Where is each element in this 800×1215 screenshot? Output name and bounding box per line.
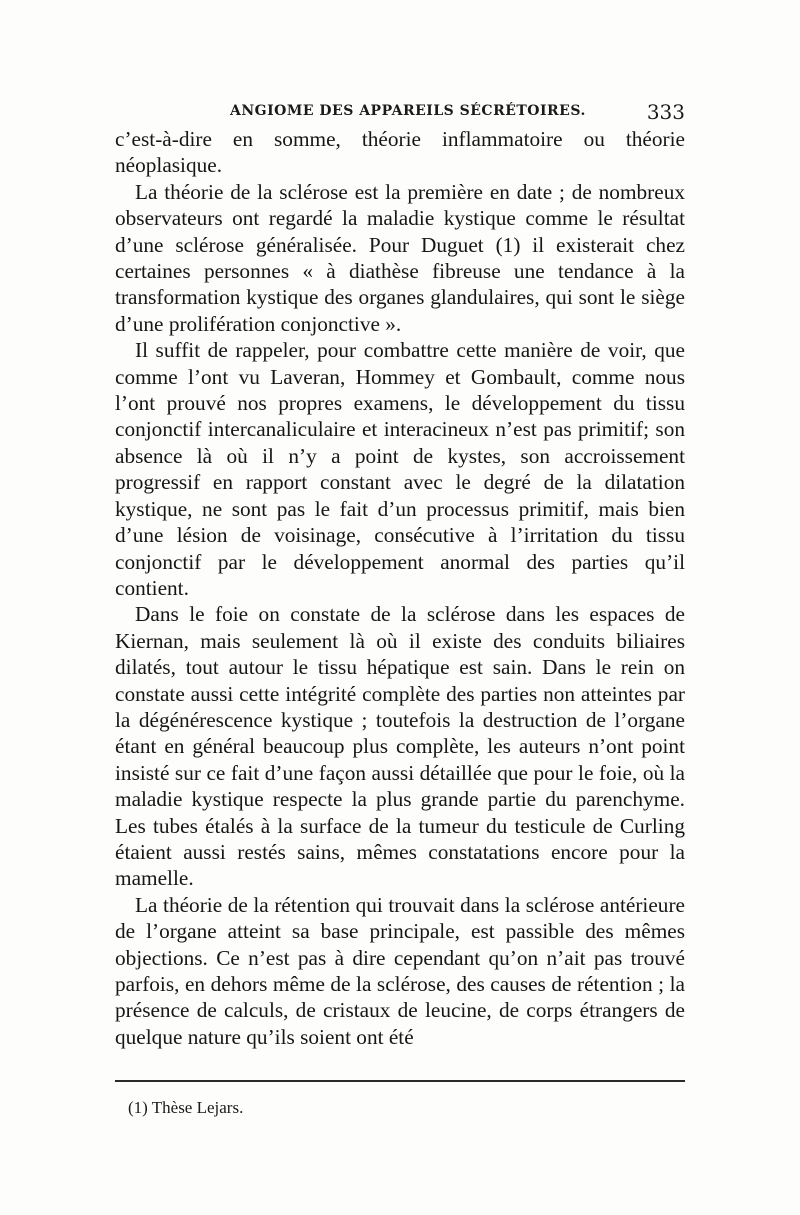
paragraph-liver-kidney: Dans le foie on constate de la sclérose dans les espaces de Kiernan, mais seulement là où il existe des conduits biliaires dilatés, tout autour le tissu hépatique est sain. Dans le rein on constate aussi cette intégrité complète des parties non atteintes par la dégénérescence kystique ; toutefois la destruction de l’organe étant en général beaucoup plus complète, les auteurs n’ont point insisté sur ce fait d’une façon aussi détaillée que pour le foie, où la maladie kystique respecte la plus grande partie du parenchyme. Les tubes étalés à la surface de la tumeur du testicule de Curling étaient aussi restés sains, mêmes constatations encore pour la mamelle. <box>115 602 685 891</box>
body-text <box>115 126 685 1050</box>
footnote-divider <box>115 1080 685 1082</box>
paragraph-rebuttal: Il suffit de rappeler, pour combattre cette manière de voir, que comme l’ont vu Laveran, Hommey et Gombault, comme nous l’ont prouvé nos propres examens, le développement du tissu conjonctif intercanaliculaire et interacineux n’est pas primitif; son absence là où il n’y a point de kystes, son accroissement progressif en rapport constant avec le degré de la dilatation kystique, ne sont pas le fait d’un processus primitif, mais bien d’une lésion de voisinage, consécutive à l’irritation du tissu conjonctif par le développement anormal des parties qu’il contient. <box>115 338 685 600</box>
page-number: 333 <box>646 100 685 124</box>
running-title: ANGIOME DES APPAREILS SÉCRÉTOIRES. <box>230 103 586 119</box>
paragraph-retention-theory: La théorie de la rétention qui trouvait dans la sclérose antérieure de l’organe atteint sa base principale, est passible des mêmes objections. Ce n’est pas à dire cependant qu’on n’ait pas trouvé parfois, en dehors même de la sclérose, des causes de rétention ; la présence de calculs, de cristaux de leucine, de corps étrangers de quelque nature qu’ils soient ont été <box>115 892 685 1049</box>
page-header <box>115 100 685 124</box>
footnote: (1) Thèse Lejars. <box>128 1098 244 1117</box>
paragraph-continuation: c’est-à-dire en somme, théorie inflammatoire ou théorie néoplasique. <box>115 127 685 178</box>
paragraph-sclerosis-theory: La théorie de la sclérose est la première en date ; de nombreux observateurs ont regardé la maladie kystique comme le résultat d’une sclérose généralisée. Pour Duguet (1) il existerait chez certaines personnes « à diathèse fibreuse une tendance à la transformation kystique des organes glandulaires, qui sont le siège d’une prolifération conjonctive ». <box>115 179 685 336</box>
